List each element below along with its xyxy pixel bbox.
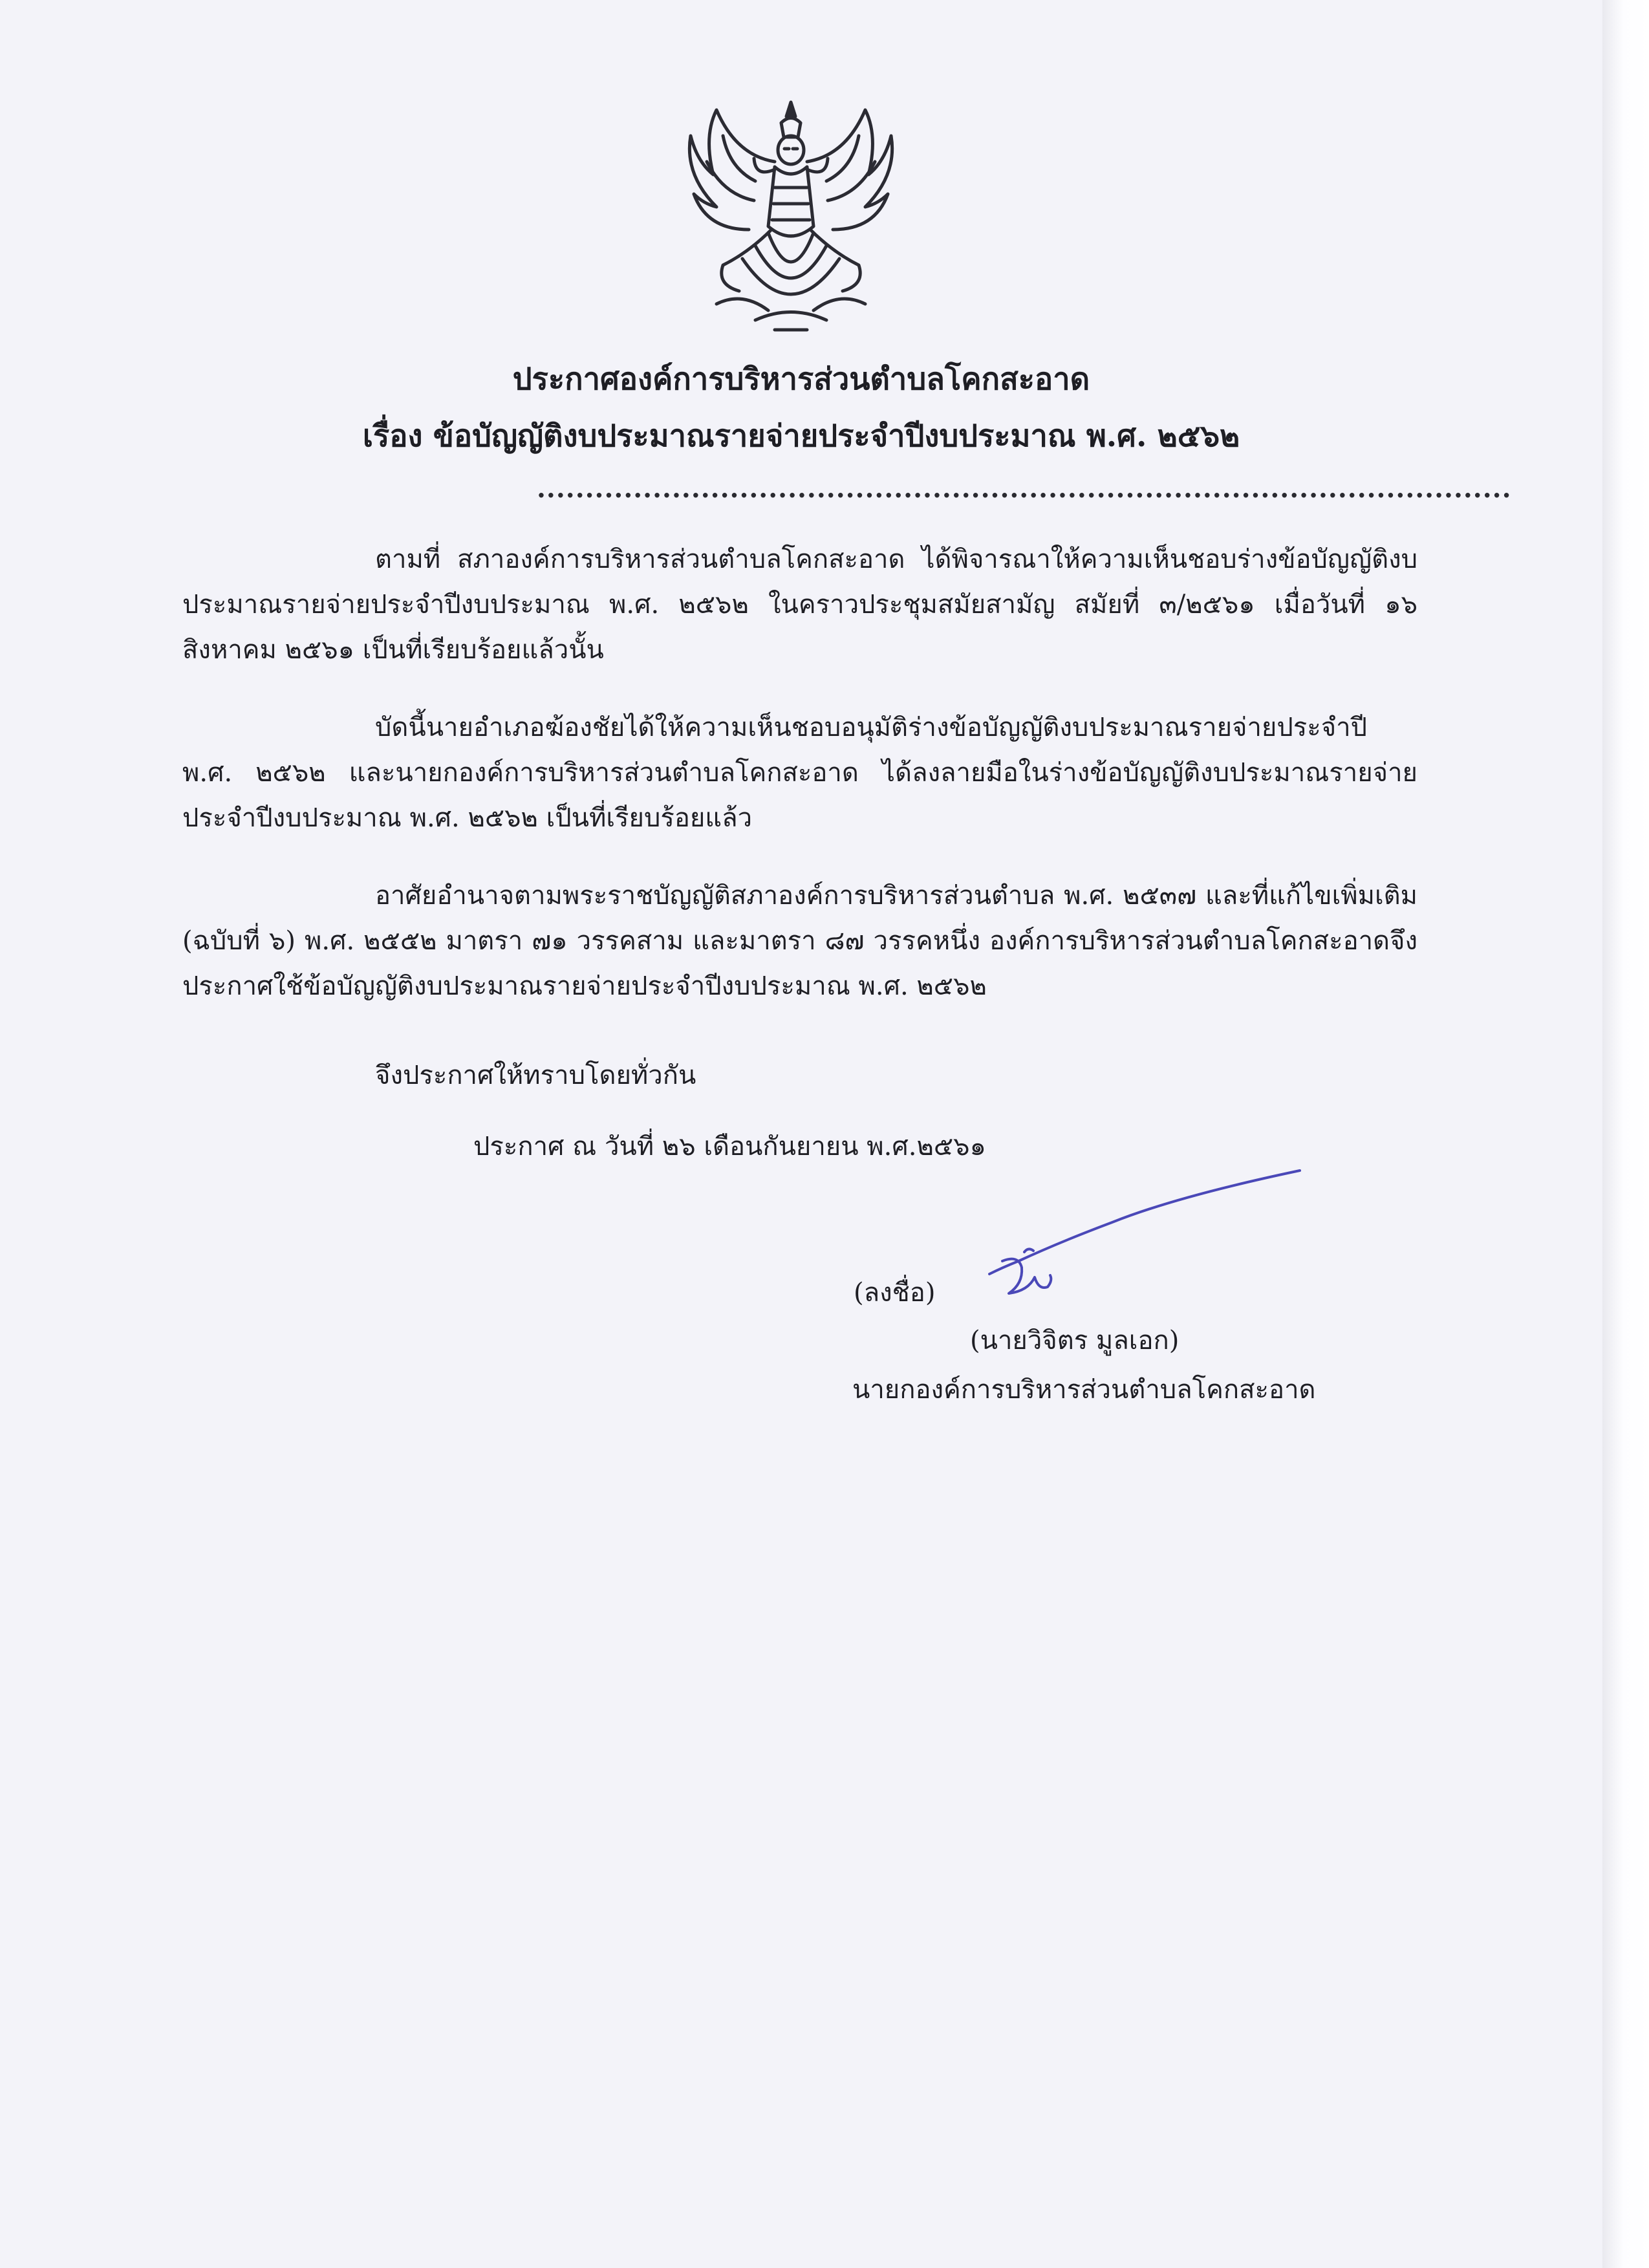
signer-name: (นายวิจิตร มูลเอก) <box>970 1326 1180 1355</box>
garuda-emblem-icon <box>678 97 904 336</box>
page-edge-shadow <box>1602 0 1649 2268</box>
signature-label: (ลงชื่อ) <box>854 1278 936 1308</box>
announcement-subject: เรื่อง ข้อบัญญัติงบประมาณรายจ่ายประจำปีงบประมาณ พ.ศ. ๒๕๖๒ <box>362 418 1240 454</box>
announcement-date: ประกาศ ณ วันที่ ๒๖ เดือนกันยายน พ.ศ.๒๕๖๑ <box>473 1132 986 1161</box>
title-separator: ..................................................................................................... <box>537 473 1512 504</box>
paragraph-1: ตามที่ สภาองค์การบริหารส่วนตำบลโคกสะอาด ได้พิจารณาให้ความเห็นชอบร่างข้อบัญญัติงบประมาณรายจ่ายประจำปีงบประมาณ พ.ศ. ๒๕๖๒ ในคราวประชุมสมัยสามัญ สมัยที่ ๓/๒๕๖๑ เมื่อวันที่ ๑๖ สิงหาคม ๒๕๖๑ เป็นที่เรียบร้อยแล้วนั้น <box>182 545 1417 665</box>
announcement-title: ประกาศองค์การบริหารส่วนตำบลโคกสะอาด <box>512 362 1090 397</box>
handwritten-signature <box>983 1164 1306 1313</box>
paragraph-2: บัดนี้นายอำเภอฆ้องชัยได้ให้ความเห็นชอบอนุมัติร่างข้อบัญญัติงบประมาณรายจ่ายประจำปี พ.ศ. ๒๕๖๒ และนายกองค์การบริหารส่วนตำบลโคกสะอาด ได้ลงลายมือในร่างข้อบัญญัติงบประมาณรายจ่ายประจำปีงบประมาณ พ.ศ. ๒๕๖๒ เป็นที่เรียบร้อยแล้ว <box>182 713 1417 833</box>
paragraph-3: อาศัยอำนาจตามพระราชบัญญัติสภาองค์การบริหารส่วนตำบล พ.ศ. ๒๕๓๗ และที่แก้ไขเพิ่มเติม (ฉบับที่ ๖) พ.ศ. ๒๕๕๒ มาตรา ๗๑ วรรคสาม และมาตรา ๘๗ วรรคหนึ่ง องค์การบริหารส่วนตำบลโคกสะอาดจึงประกาศใช้ข้อบัญญัติงบประมาณรายจ่ายประจำปีงบประมาณ พ.ศ. ๒๕๖๒ <box>182 881 1417 1001</box>
closing-statement: จึงประกาศให้ทราบโดยทั่วกัน <box>375 1061 696 1090</box>
signer-position: นายกองค์การบริหารส่วนตำบลโคกสะอาด <box>852 1375 1316 1405</box>
